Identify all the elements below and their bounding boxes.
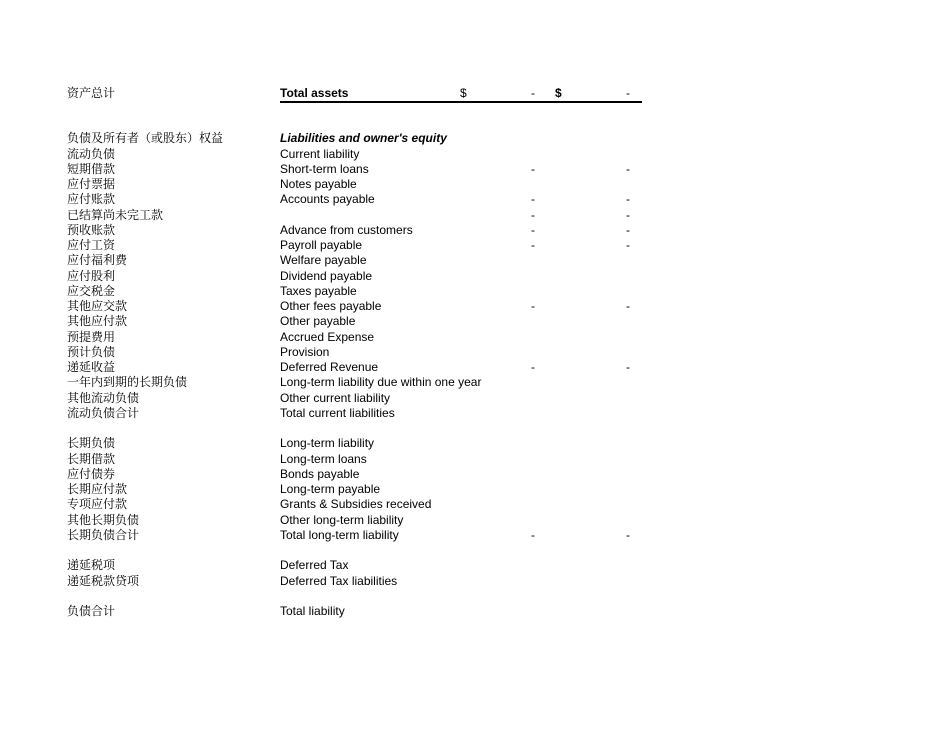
row-label-cn: 预提费用 xyxy=(67,329,116,344)
row-value-1: - xyxy=(531,360,535,374)
row-label-cn: 应付福利费 xyxy=(67,253,128,268)
row-value-1: - xyxy=(531,299,535,313)
row-value-1: - xyxy=(531,527,535,542)
row-value-1: - xyxy=(531,207,535,222)
table-row xyxy=(0,208,950,223)
table-row xyxy=(0,528,950,543)
table-row xyxy=(0,345,950,360)
table-row xyxy=(0,253,950,268)
row-value-2: - xyxy=(626,527,630,542)
table-row xyxy=(0,162,950,177)
table-row xyxy=(0,299,950,314)
row-label-en: Deferred Tax liabilities xyxy=(280,573,398,588)
table-row xyxy=(0,192,950,207)
row-label-en: Bonds payable xyxy=(280,466,360,481)
row-label-en: Payroll payable xyxy=(280,238,363,252)
row-label-cn: 递延收益 xyxy=(67,360,116,374)
row-label-cn: 其他长期负债 xyxy=(67,512,140,527)
table-row xyxy=(0,314,950,329)
total-assets-value-2: - xyxy=(626,86,630,100)
total-assets-en: Total assets xyxy=(280,86,349,100)
row-value-2: - xyxy=(626,299,630,313)
table-row xyxy=(0,284,950,299)
table-row xyxy=(0,574,950,589)
table-row xyxy=(0,436,950,451)
row-label-cn: 其他流动负债 xyxy=(67,390,140,405)
row-label-en: Long-term liability xyxy=(280,436,375,451)
row-label-en: Total long-term liability xyxy=(280,527,399,542)
row-value-1: - xyxy=(531,161,535,176)
liabilities-header-cn: 负债及所有者（或股东）权益 xyxy=(67,131,224,145)
row-value-2: - xyxy=(626,360,630,374)
row-label-cn: 应付工资 xyxy=(67,238,116,252)
table-row xyxy=(0,452,950,467)
table-row xyxy=(0,375,950,390)
table-row xyxy=(0,360,950,375)
row-label-cn: 流动负债 xyxy=(67,146,116,161)
row-value-1: - xyxy=(531,192,535,207)
total-assets-currency-2: $ xyxy=(555,86,562,100)
row-label-en: Long-term payable xyxy=(280,482,381,496)
row-label-cn: 流动负债合计 xyxy=(67,405,140,420)
table-row xyxy=(0,558,950,573)
row-label-en: Provision xyxy=(280,344,330,359)
row-label-cn: 应付票据 xyxy=(67,177,116,191)
row-label-en: Grants & Subsidies received xyxy=(280,497,432,512)
table-row xyxy=(0,421,950,436)
row-label-en: Current liability xyxy=(280,146,360,161)
row-label-cn: 递延税款贷项 xyxy=(67,573,140,588)
table-row xyxy=(0,604,950,619)
row-label-en: Advance from customers xyxy=(280,222,413,237)
row-label-en: Other payable xyxy=(280,314,356,329)
row-label-cn: 短期借款 xyxy=(67,161,116,176)
table-row xyxy=(0,513,950,528)
row-label-cn: 应付账款 xyxy=(67,192,116,207)
row-label-en: Deferred Tax xyxy=(280,558,349,573)
total-assets-underline xyxy=(280,101,642,103)
total-assets-currency-1: $ xyxy=(460,86,467,100)
row-label-cn: 负债合计 xyxy=(67,604,116,618)
row-label-cn: 一年内到期的长期负债 xyxy=(67,375,188,390)
row-label-en: Dividend payable xyxy=(280,268,373,283)
table-row xyxy=(0,391,950,406)
row-value-2: - xyxy=(626,192,630,207)
row-label-en: Other long-term liability xyxy=(280,512,404,527)
row-label-cn: 长期借款 xyxy=(67,451,116,466)
row-label-en: Total liability xyxy=(280,604,345,618)
row-label-en: Deferred Revenue xyxy=(280,360,379,374)
row-value-2: - xyxy=(626,222,630,237)
table-row xyxy=(0,269,950,284)
row-label-cn: 长期负债 xyxy=(67,436,116,451)
row-value-2: - xyxy=(626,207,630,222)
row-label-en: Other fees payable xyxy=(280,299,382,313)
table-row xyxy=(0,406,950,421)
row-label-en: Long-term loans xyxy=(280,451,367,466)
row-label-cn: 长期负债合计 xyxy=(67,527,140,542)
liabilities-header-row xyxy=(0,131,950,146)
row-value-2: - xyxy=(626,238,630,252)
table-row xyxy=(0,482,950,497)
row-label-en: Total current liabilities xyxy=(280,405,395,420)
row-label-en: Other current liability xyxy=(280,390,391,405)
row-value-1: - xyxy=(531,222,535,237)
row-label-cn: 其他应交款 xyxy=(67,299,128,313)
table-row xyxy=(0,147,950,162)
row-label-cn: 应付债券 xyxy=(67,466,116,481)
row-label-cn: 预计负债 xyxy=(67,344,116,359)
row-label-en: Taxes payable xyxy=(280,283,357,298)
total-assets-row xyxy=(0,86,950,101)
total-assets-cn: 资产总计 xyxy=(67,86,116,100)
table-row xyxy=(0,467,950,482)
row-value-2: - xyxy=(626,161,630,176)
liabilities-header-en: Liabilities and owner's equity xyxy=(280,131,447,145)
row-label-en: Notes payable xyxy=(280,177,357,191)
row-label-cn: 递延税项 xyxy=(67,558,116,573)
row-label-en: Welfare payable xyxy=(280,253,367,268)
row-label-cn: 预收账款 xyxy=(67,222,116,237)
row-label-cn: 已结算尚未完工款 xyxy=(67,207,164,222)
row-label-cn: 长期应付款 xyxy=(67,482,128,496)
table-row xyxy=(0,223,950,238)
table-row xyxy=(0,177,950,192)
table-row xyxy=(0,589,950,604)
table-row xyxy=(0,238,950,253)
row-label-en: Accounts payable xyxy=(280,192,375,207)
row-label-cn: 其他应付款 xyxy=(67,314,128,329)
row-label-en: Accrued Expense xyxy=(280,329,375,344)
row-value-1: - xyxy=(531,238,535,252)
row-label-cn: 应交税金 xyxy=(67,283,116,298)
table-row xyxy=(0,330,950,345)
total-assets-value-1: - xyxy=(531,86,535,100)
table-row xyxy=(0,497,950,512)
row-label-cn: 应付股利 xyxy=(67,268,116,283)
row-label-cn: 专项应付款 xyxy=(67,497,128,512)
row-label-en: Short-term loans xyxy=(280,161,369,176)
row-label-en: Long-term liability due within one year xyxy=(280,375,482,390)
table-row xyxy=(0,543,950,558)
